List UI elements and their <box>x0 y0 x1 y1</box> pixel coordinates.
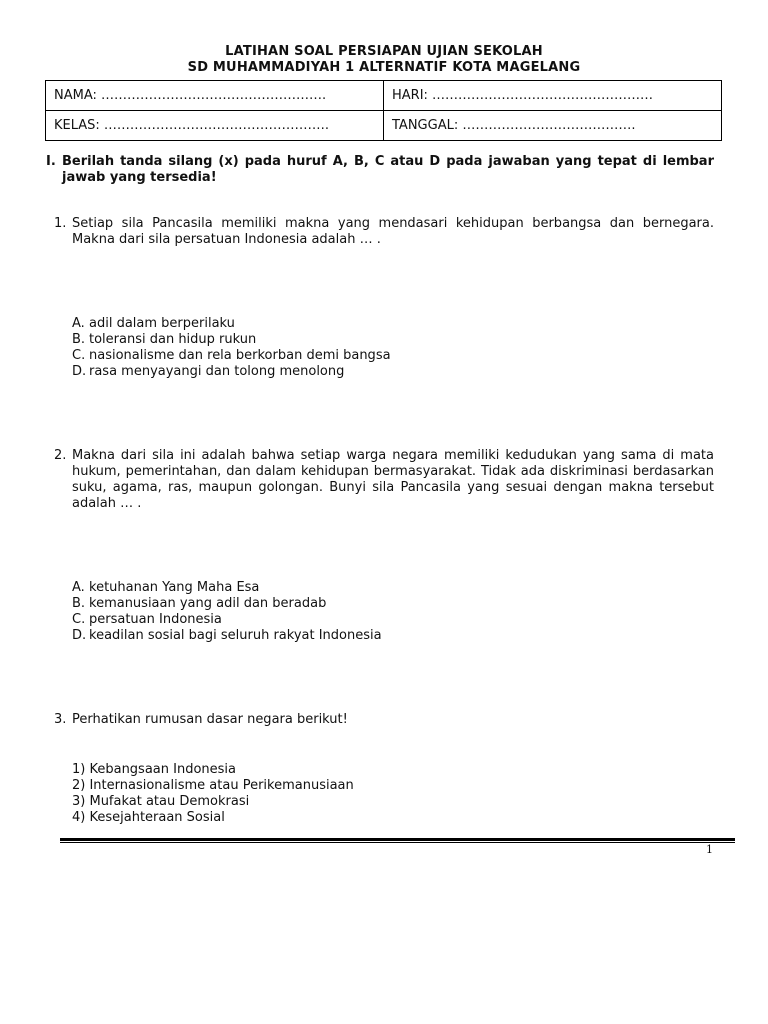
kelas-field: KELAS: ……………………………………………. <box>46 111 384 141</box>
nama-field: NAMA: ……………………………………………. <box>46 81 384 111</box>
hari-field: HARI: …………………………………………… <box>384 81 722 111</box>
list-item: 2) Internasionalisme atau Perikemanusiaan <box>72 778 354 793</box>
option-c <box>72 348 391 364</box>
option-b <box>72 596 382 612</box>
footer-divider-thin <box>60 842 735 843</box>
option-letter: B. <box>72 332 86 347</box>
question-3 <box>54 712 714 728</box>
list-item: 4) Kesejahteraan Sosial <box>72 810 225 825</box>
question-1-options <box>72 316 391 380</box>
option-text: nasionalisme dan rela berkorban demi bangsa <box>89 348 391 363</box>
option-letter: B. <box>72 596 86 611</box>
section-instruction <box>46 154 714 186</box>
option-b <box>72 332 391 348</box>
section-number: I. <box>46 154 56 169</box>
option-text: keadilan sosial bagi seluruh rakyat Indonesia <box>89 628 382 643</box>
question-1 <box>54 216 714 248</box>
option-text: persatuan Indonesia <box>89 612 222 627</box>
option-letter: A. <box>72 580 85 595</box>
option-text: toleransi dan hidup rukun <box>89 332 257 347</box>
question-text: Perhatikan rumusan dasar negara berikut! <box>72 712 348 727</box>
list-item: 1) Kebangsaan Indonesia <box>72 762 237 777</box>
question-text: Makna dari sila ini adalah bahwa setiap warga negara memiliki kedudukan yang sama di mata hukum, pemerintahan, dan dalam kehidupan bermasyarakat. Tidak ada diskriminasi berdasarkan suku, agama, ras, maupun golongan. Bunyi sila Pancasila yang sesuai dengan makna tersebut adalah … . <box>72 448 714 511</box>
option-letter: D. <box>72 364 87 379</box>
instruction-text: Berilah tanda silang (x) pada huruf A, B, C atau D pada jawaban yang tepat di lembar jawab yang tersedia! <box>62 154 714 185</box>
option-letter: D. <box>72 628 87 643</box>
question-2 <box>54 448 714 512</box>
list-item: 3) Mufakat atau Demokrasi <box>72 794 250 809</box>
question-2-options <box>72 580 382 644</box>
school-name: SD MUHAMMADIYAH 1 ALTERNATIF KOTA MAGELANG <box>187 60 581 75</box>
document-title: LATIHAN SOAL PERSIAPAN UJIAN SEKOLAH <box>225 44 543 59</box>
question-number: 3. <box>54 712 67 727</box>
option-text: kemanusiaan yang adil dan beradab <box>89 596 327 611</box>
option-letter: A. <box>72 316 85 331</box>
question-number: 1. <box>54 216 67 231</box>
option-letter: C. <box>72 612 86 627</box>
question-3-items <box>72 762 354 826</box>
tanggal-field: TANGGAL: …………………………………. <box>384 111 722 141</box>
option-c <box>72 612 382 628</box>
option-a <box>72 316 391 332</box>
option-text: adil dalam berperilaku <box>89 316 235 331</box>
option-a <box>72 580 382 596</box>
option-d <box>72 364 391 380</box>
option-d <box>72 628 382 644</box>
question-text: Setiap sila Pancasila memiliki makna yang mendasari kehidupan berbangsa dan bernegara. Makna dari sila persatuan Indonesia adalah … . <box>72 216 714 247</box>
option-letter: C. <box>72 348 86 363</box>
option-text: ketuhanan Yang Maha Esa <box>89 580 260 595</box>
page-number: 1 <box>706 843 713 856</box>
footer-divider <box>60 838 735 841</box>
option-text: rasa menyayangi dan tolong menolong <box>89 364 345 379</box>
question-number: 2. <box>54 448 67 463</box>
identity-table <box>45 80 722 141</box>
